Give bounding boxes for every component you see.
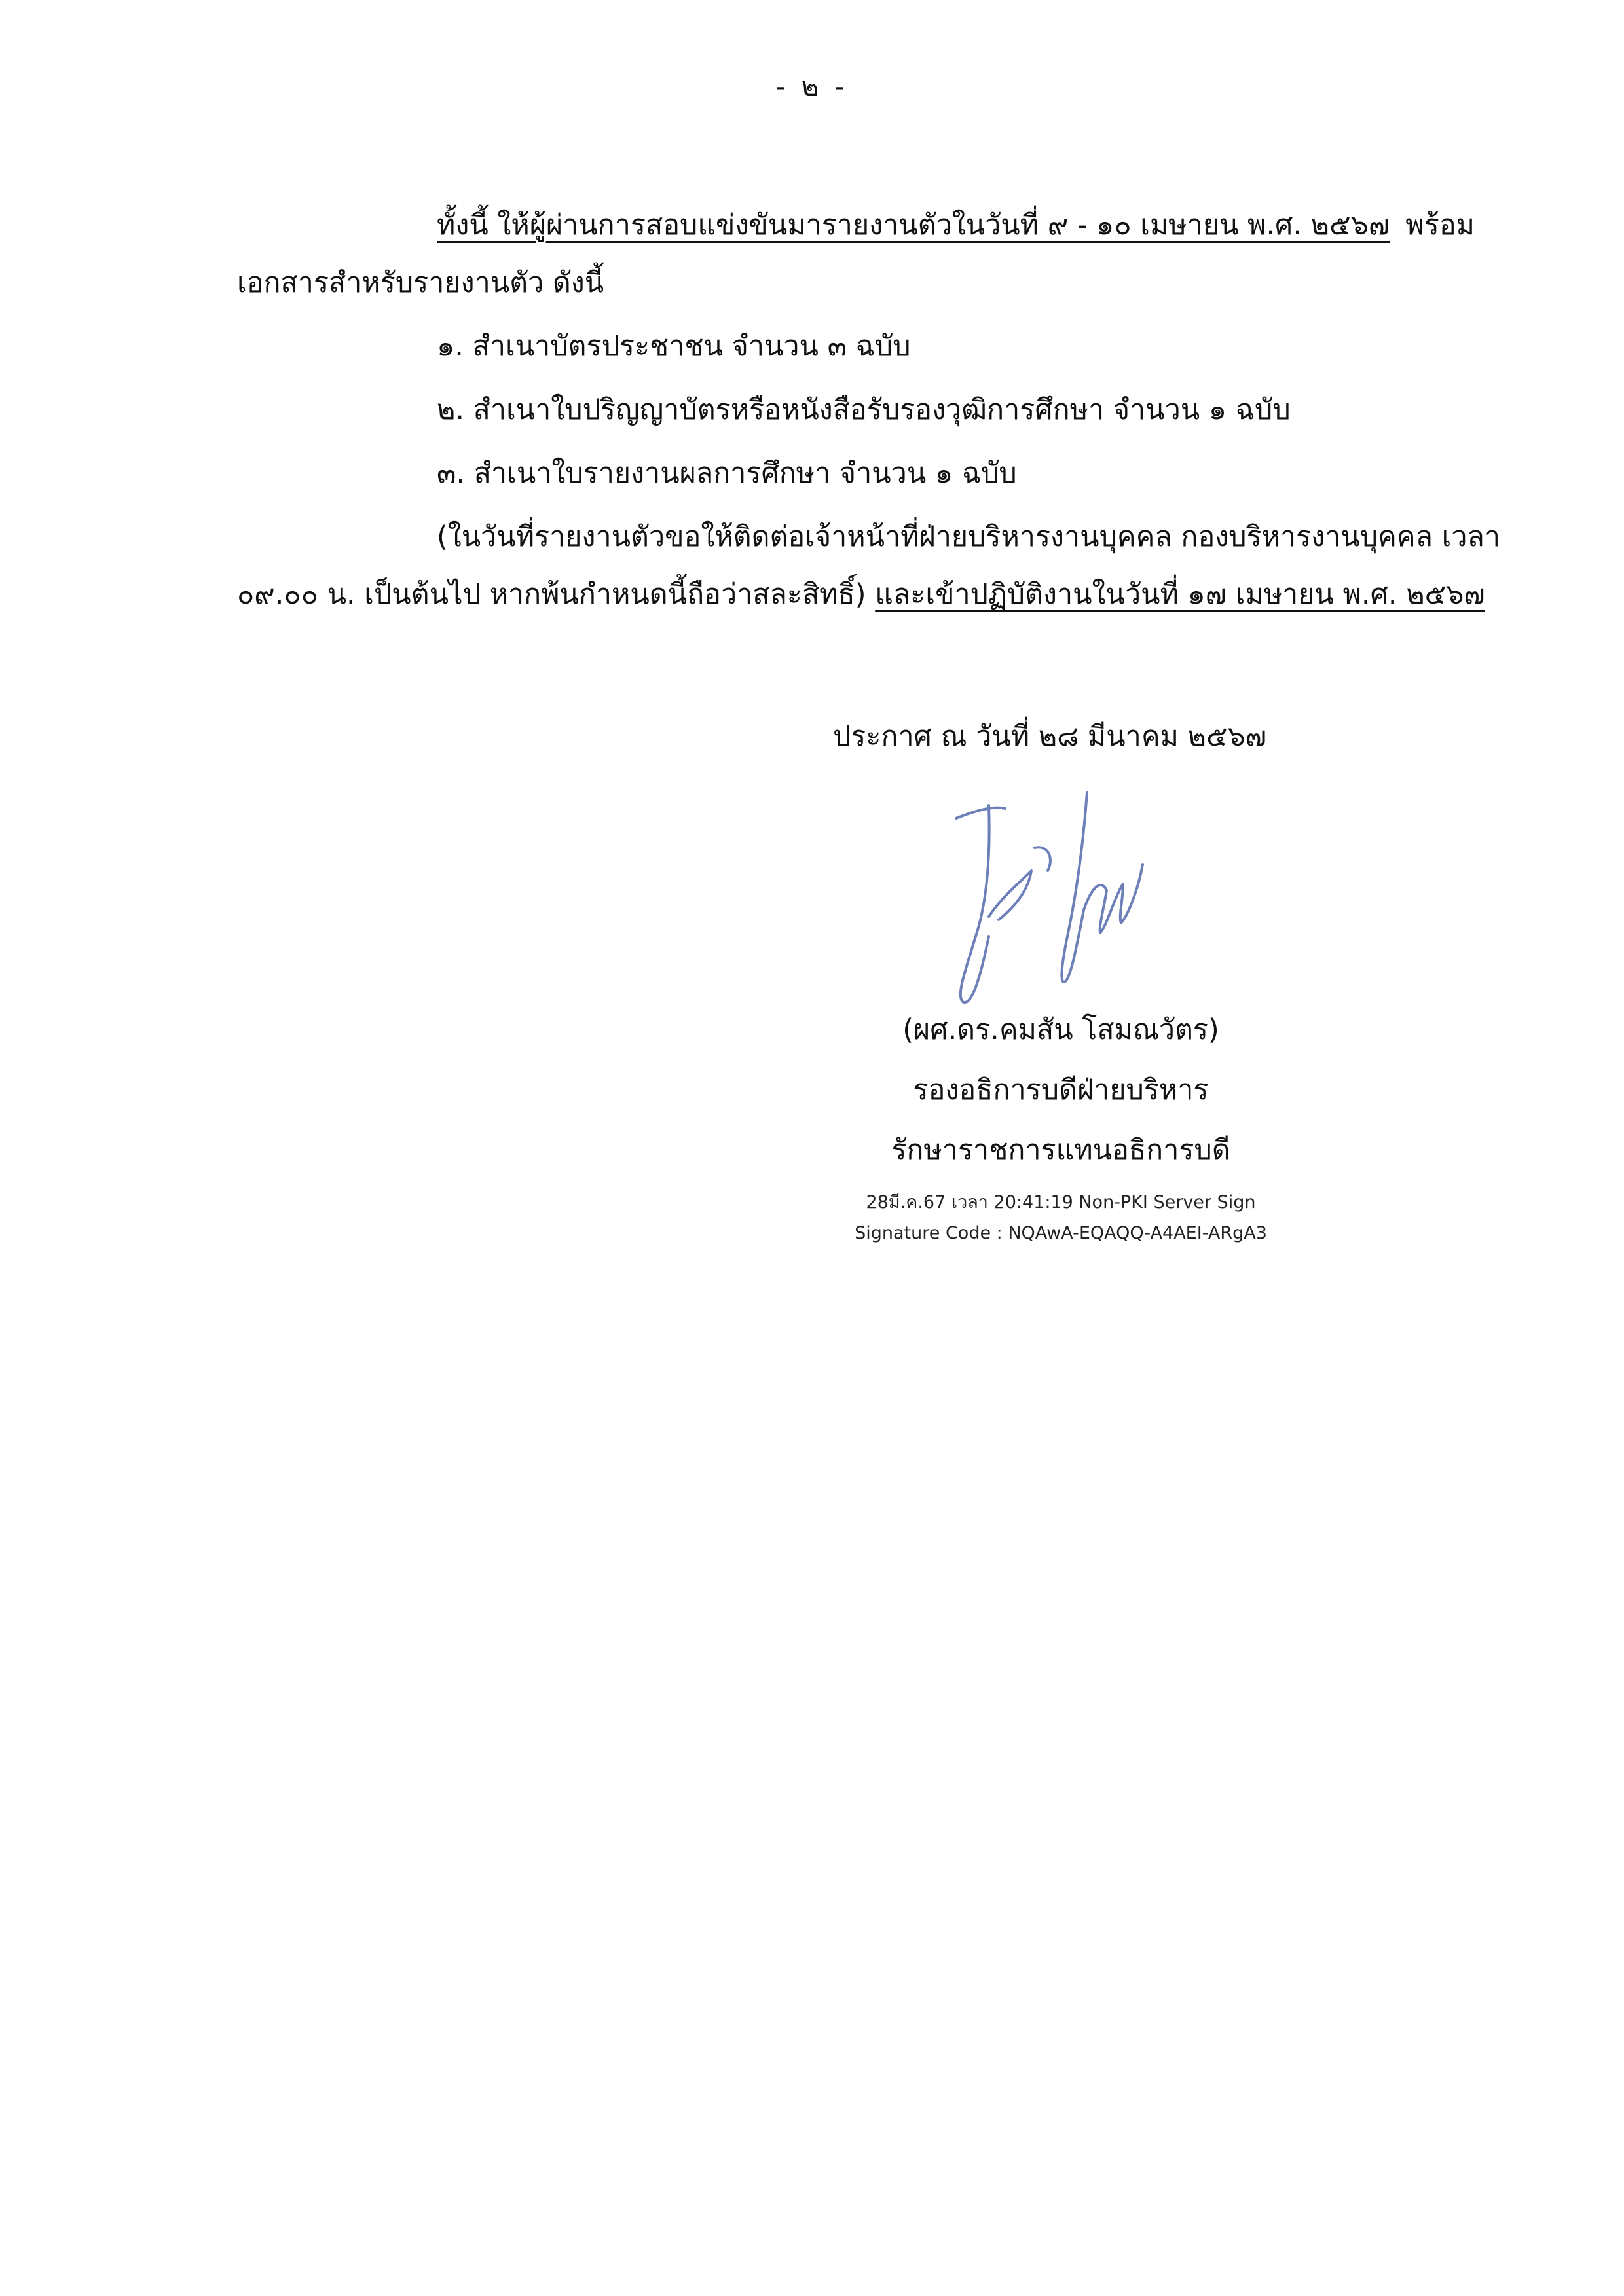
paragraph2-line1 xyxy=(437,508,1500,566)
handwritten-signature xyxy=(943,786,1159,1008)
page-number: - ๒ - xyxy=(775,72,849,102)
signer-position: รองอธิการบดีฝ่ายบริหาร xyxy=(913,1074,1209,1106)
report-dates-text: ทั้งนี้ ให้ผู้ผ่านการสอบแข่งขันมารายงานตัวในวันที่ ๙ - ๑๐ เมษายน พ.ศ. ๒๕๖๗ xyxy=(437,209,1390,242)
paragraph2-line2 xyxy=(237,566,1485,623)
document-item-3: ๓. สำเนาใบรายงานผลการศึกษา จำนวน ๑ ฉบับ xyxy=(437,457,1017,490)
paragraph1-line1-tail: พร้อม xyxy=(1405,209,1475,242)
announcement-date: ประกาศ ณ วันที่ ๒๘ มีนาคม ๒๕๖๗ xyxy=(833,720,1267,753)
paragraph1-line2: เอกสารสำหรับรายงานตัว ดังนี้ xyxy=(237,266,604,299)
start-work-date-text: และเข้าปฏิบัติงานในวันที่ ๑๗ เมษายน พ.ศ. ๒๕๖๗ xyxy=(875,578,1485,611)
paragraph2-line1-text: (ในวันที่รายงานตัวขอให้ติดต่อเจ้าหน้าที่ฝ่ายบริหารงานบุคคล กองบริหารงานบุคคล เวลา xyxy=(437,520,1500,553)
document-item-1: ๑. สำเนาบัตรประชาชน จำนวน ๓ ฉบับ xyxy=(437,330,911,363)
document-item-2: ๒. สำเนาใบปริญญาบัตรหรือหนังสือรับรองวุฒิการศึกษา จำนวน ๑ ฉบับ xyxy=(437,393,1291,426)
signer-name: (ผศ.ดร.คมสัน โสมณวัตร) xyxy=(902,1013,1219,1046)
deadline-text: ๐๙.๐๐ น. เป็นต้นไป หากพ้นกำหนดนี้ถือว่าสละสิทธิ์) xyxy=(237,578,866,611)
paragraph1-line1 xyxy=(437,196,1475,254)
signature-code: Signature Code : NQAwA-EQAQQ-A4AEI-ARgA3 xyxy=(855,1223,1267,1243)
signer-acting-position: รักษาราชการแทนอธิการบดี xyxy=(891,1134,1230,1167)
signature-timestamp: 28มี.ค.67 เวลา 20:41:19 Non-PKI Server Sign xyxy=(866,1192,1256,1212)
